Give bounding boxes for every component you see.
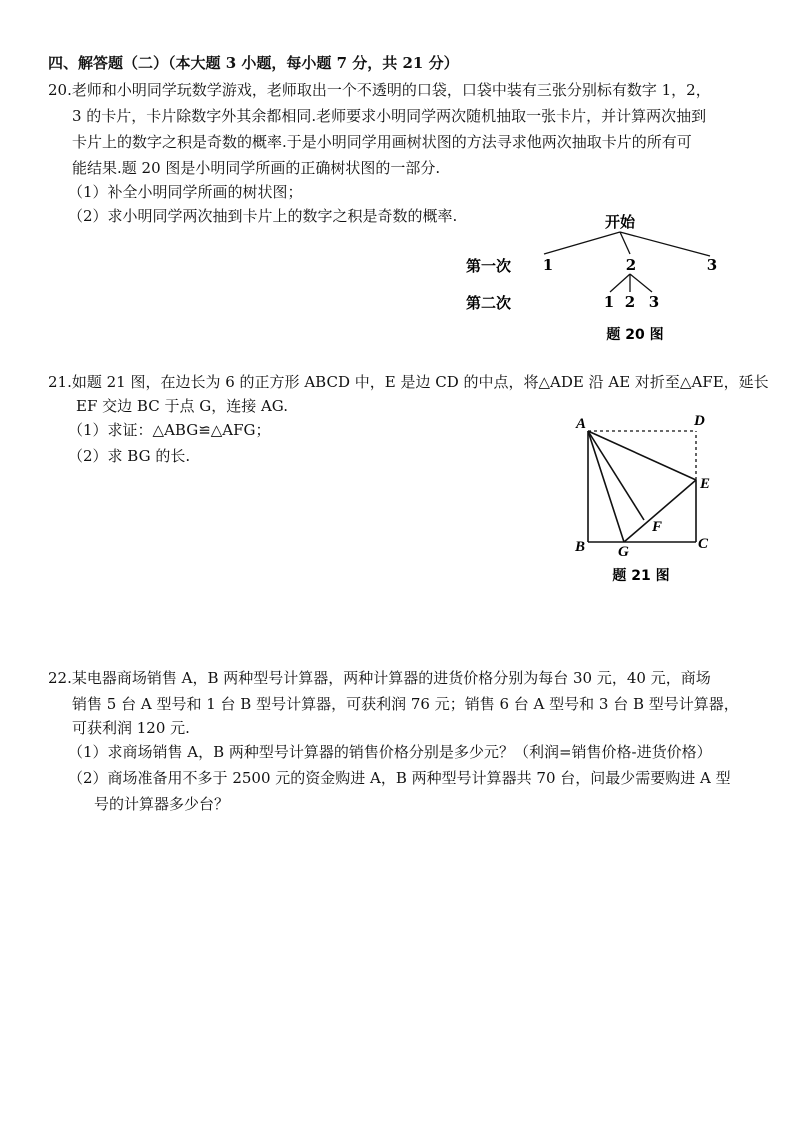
point-F-label: F — [652, 519, 663, 535]
q20-line-2: 3 的卡片，卡片除数字外其余都相同.老师要求小明同学两次随机抽取一张卡片，并计算两次抽到 — [72, 107, 707, 125]
point-D-label: D — [694, 413, 705, 429]
q22-line-1: 22.某电器商场销售 A，B 两种型号计算器，两种计算器的进货价格分别为每台 30 元，40 元，商场 — [48, 669, 711, 687]
tree-first-3: 3 — [706, 256, 718, 274]
q20-tree-figure — [460, 208, 750, 348]
q21-line-2: EF 交边 BC 于点 G，连接 AG. — [76, 397, 289, 415]
q21-geometry-figure — [568, 408, 718, 590]
segment-AG — [588, 431, 624, 542]
tree-second-2: 2 — [624, 293, 636, 311]
tree-first-2: 2 — [625, 256, 637, 274]
figure-21-caption: 题 21 图 — [612, 568, 670, 584]
point-G-label: G — [618, 544, 629, 560]
tree-level1-label: 第一次 — [466, 257, 512, 275]
q21-line-1: 21.如题 21 图，在边长为 6 的正方形 ABCD 中，E 是边 CD 的中点，将△ADE 沿 AE 对折至△AFE，延长 — [48, 373, 769, 391]
tree-sub-branch-3 — [630, 274, 652, 292]
tree-second-1: 1 — [603, 293, 615, 311]
q22-sub-2-line-1: （2）商场准备用不多于 2500 元的资金购进 A，B 两种型号计算器共 70 台，问最少需要购进 A 型 — [68, 769, 731, 787]
square-diagram — [568, 408, 718, 590]
tree-first-1: 1 — [542, 256, 554, 274]
q22-sub-1: （1）求商场销售 A，B 两种型号计算器的销售价格分别是多少元？（利润=销售价格-进货价格） — [68, 743, 712, 761]
point-A-label: A — [576, 416, 587, 432]
q21-sub-1: （1）求证：△ABG≌△AFG； — [68, 421, 271, 439]
tree-root-label: 开始 — [604, 213, 636, 231]
q20-line-3: 卡片上的数字之积是奇数的概率.于是小明同学用画树状图的方法寻求他两次抽取卡片的所有可 — [72, 133, 692, 151]
point-C-label: C — [698, 536, 709, 552]
figure-20-caption: 题 20 图 — [606, 327, 664, 343]
tree-branch-1 — [544, 232, 620, 254]
point-B-label: B — [575, 539, 586, 555]
q21-sub-2: （2）求 BG 的长. — [68, 447, 191, 465]
q22-line-2: 销售 5 台 A 型号和 1 台 B 型号计算器，可获利润 76 元；销售 6 台 A 型号和 3 台 B 型号计算器， — [72, 695, 739, 713]
tree-branch-3 — [620, 232, 710, 256]
section-heading: 四、解答题（二）（本大题 3 小题，每小题 7 分，共 21 分） — [48, 54, 459, 72]
tree-level2-label: 第二次 — [466, 294, 512, 312]
q20-sub-1: （1）补全小明同学所画的树状图； — [68, 183, 303, 201]
q20-line-4: 能结果.题 20 图是小明同学所画的正确树状图的一部分. — [72, 159, 441, 177]
q20-sub-2: （2）求小明同学两次抽到卡片上的数字之积是奇数的概率. — [68, 207, 458, 225]
tree-sub-branch-1 — [610, 274, 630, 292]
q22-line-3: 可获利润 120 元. — [72, 719, 190, 737]
tree-diagram — [460, 208, 750, 348]
point-E-label: E — [700, 476, 711, 492]
q20-line-1: 20.老师和小明同学玩数学游戏，老师取出一个不透明的口袋，口袋中装有三张分别标有数字 1，2， — [48, 81, 711, 99]
q22-sub-2-line-2: 号的计算器多少台？ — [94, 795, 230, 813]
tree-branch-2 — [620, 232, 630, 254]
tree-second-3: 3 — [648, 293, 660, 311]
